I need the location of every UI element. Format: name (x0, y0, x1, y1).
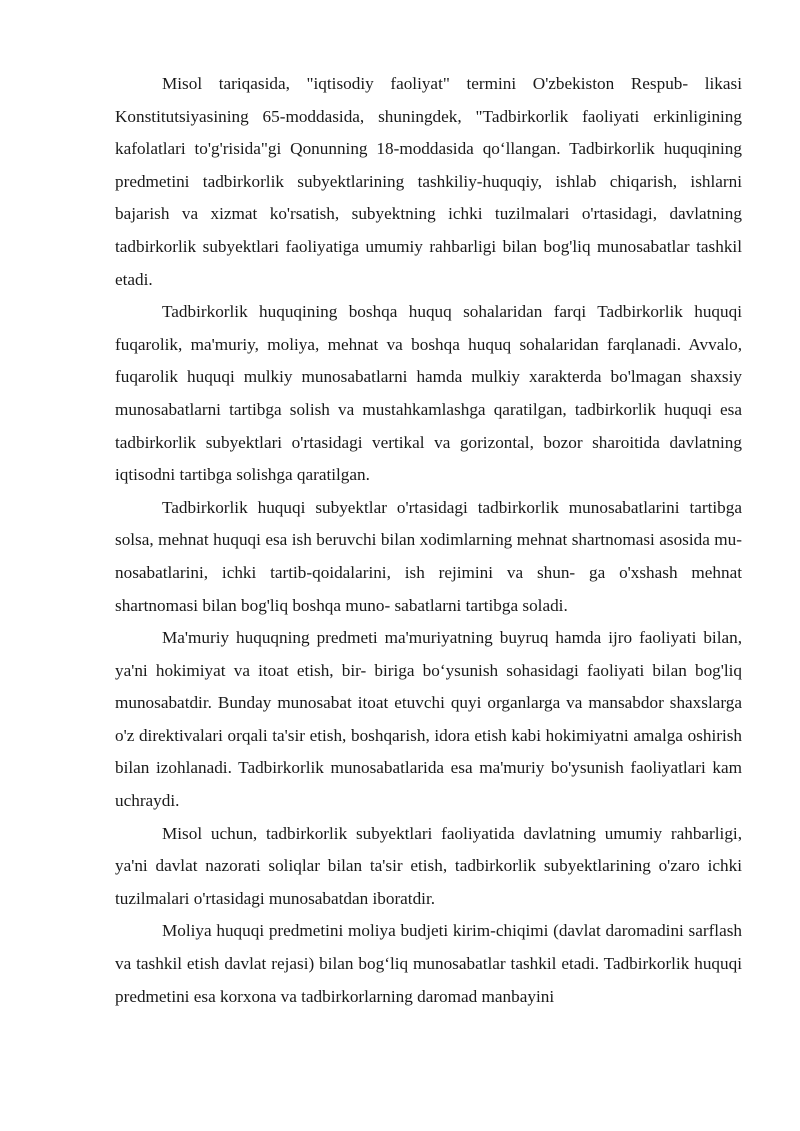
paragraph: Tadbirkorlik huquqining boshqa huquq sohalaridan farqi Tadbirkorlik huquqi fuqarolik, ma'muriy, moliya, mehnat va boshqa huquq sohalaridan farqlanadi. Avvalo, fuqarolik huquqi mulkiy munosabatlarni hamda mulkiy xarakterda bo'lmagan shaxsiy munosabatlarni tartibga solish va mustahkamlashga qaratilgan, tadbirkorlik huquqi esa tadbirkorlik subyektlari o'rtasidagi vertikal va gorizontal, bozor sharoitida davlatning iqtisodni tartibga solishga qaratilgan. (115, 302, 742, 485)
paragraph: Ma'muriy huquqning predmeti ma'muriyatning buyruq hamda ijro faoliyati bilan, ya'ni hokimiyat va itoat etish, bir- biriga bo‘ysunish sohasidagi faoliyati bilan bog'liq munosabatdir. Bunday munosabat itoat etuvchi quyi organlarga va mansabdor shaxslarga o'z direktivalari orqali ta'sir etish, boshqarish, idora etish kabi hokimiyatni amalga oshirish bilan izohlanadi. Tadbirkorlik munosabatlarida esa ma'muriy bo'ysunish faoliyatlari kam uchraydi. (115, 628, 742, 811)
paragraph: Misol tariqasida, "iqtisodiy faoliyat" termini O'zbekiston Respub- likasi Konstitutsiyasining 65-moddasida, shuningdek, "Tadbirkorlik faoliyati erkinligining kafolatlari to'g'risida"gi Qonunning 18-moddasida qo‘llangan. Tadbirkorlik huquqining predmetini tadbirkorlik subyektlarining tashkiliy-huquqiy, ishlab chiqarish, ishlarni bajarish va xizmat ko'rsatish, subyektning ichki tuzilmalari o'rtasidagi, davlatning tadbirkorlik subyektlari faoliyatiga umumiy rahbarligi bilan bog'liq munosabatlar tashkil etadi. (115, 74, 742, 289)
paragraph: Moliya huquqi predmetini moliya budjeti kirim-chiqimi (davlat daromadini sarflash va tashkil etish davlat rejasi) bilan bog‘liq munosabatlar tashkil etadi. Tadbirkorlik huquqi predmetini esa korxona va tadbirkorlarning daromad manbayini (115, 921, 742, 1006)
paragraph: Misol uchun, tadbirkorlik subyektlari faoliyatida davlatning umumiy rahbarligi, ya'ni davlat nazorati soliqlar bilan ta'sir etish, tadbirkorlik subyektlarining o'zaro ichki tuzilmalari o'rtasidagi munosabatdan iboratdir. (115, 823, 742, 908)
paragraph: Tadbirkorlik huquqi subyektlar o'rtasidagi tadbirkorlik munosabatlarini tartibga solsa, mehnat huquqi esa ish beruvchi bilan xodimlarning mehnat shartnomasi asosida mu- nosabatlarini, ichki tartib-qoidalarini, ish rejimini va shun- ga o'xshash mehnat shartnomasi bilan bog'liq boshqa muno- sabatlarni tartibga soladi. (115, 497, 742, 615)
body-text (115, 68, 742, 1013)
